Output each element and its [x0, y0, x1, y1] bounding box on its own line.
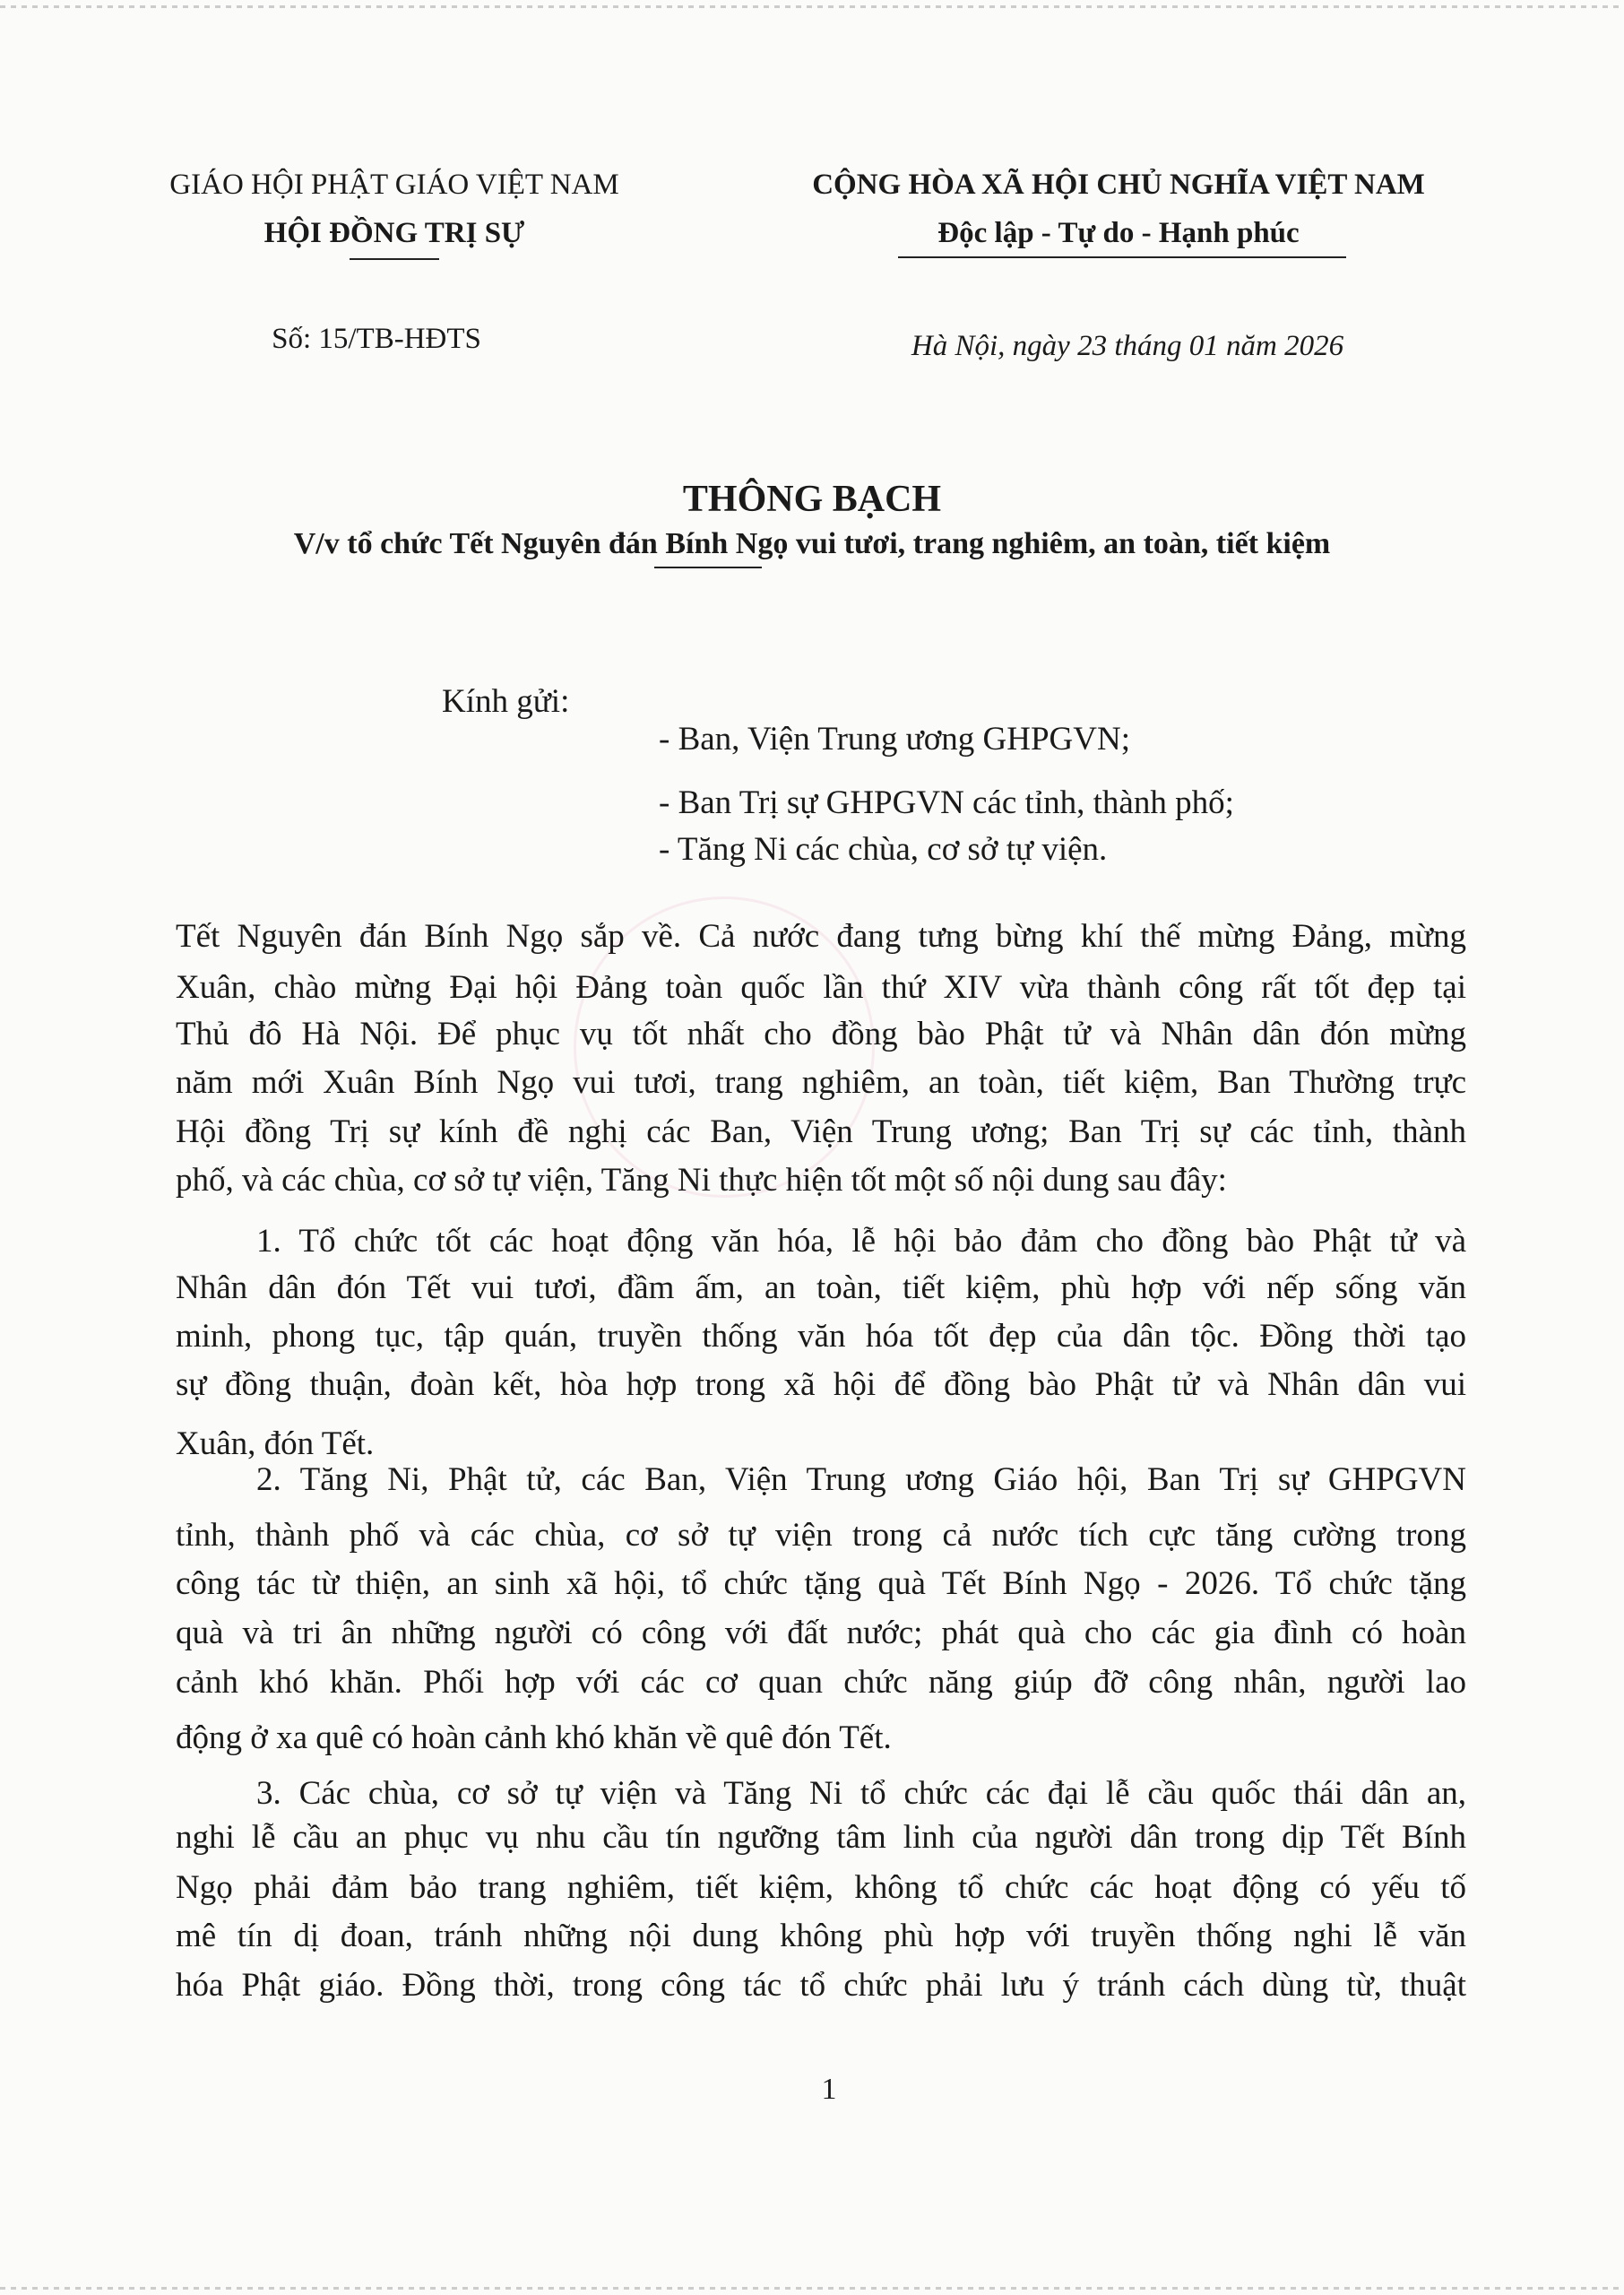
body-line: 2. Tăng Ni, Phật tử, các Ban, Viện Trung ương Giáo hội, Ban Trị sự GHPGVN: [256, 1461, 1466, 1498]
recipient-item: - Ban Trị sự GHPGVN các tỉnh, thành phố;: [659, 784, 1234, 821]
page-number: 1: [821, 2073, 837, 2106]
council-name: HỘI ĐỒNG TRỊ SỰ: [263, 217, 525, 249]
body-line: động ở xa quê có hoàn cảnh khó khăn về quê đón Tết.: [176, 1719, 892, 1756]
subject-underline-fragment: [654, 567, 762, 568]
body-line: quà và tri ân những người có công với đất nước; phát quà cho các gia đình có hoàn: [176, 1615, 1466, 1651]
body-line: nghi lễ cầu an phục vụ nhu cầu tín ngưỡng tâm linh của người dân trong dịp Tết Bính: [176, 1819, 1466, 1856]
body-line: hóa Phật giáo. Đồng thời, trong công tác tổ chức phải lưu ý tránh cách dùng từ, thuật: [176, 1967, 1466, 2004]
body-line: Tết Nguyên đán Bính Ngọ sắp về. Cả nước đang tưng bừng khí thế mừng Đảng, mừng: [176, 918, 1466, 955]
body-line: Ngọ phải đảm bảo trang nghiêm, tiết kiệm, không tổ chức các hoạt động có yếu tố: [176, 1869, 1466, 1906]
motto-underline: [898, 256, 1346, 258]
body-line: năm mới Xuân Bính Ngọ vui tươi, trang nghiêm, an toàn, tiết kiệm, Ban Thường trực: [176, 1064, 1466, 1101]
scan-edge-bottom: [0, 2287, 1624, 2290]
document-title: THÔNG BẠCH: [682, 479, 942, 520]
recipient-item: - Tăng Ni các chùa, cơ sở tự viện.: [659, 831, 1108, 868]
body-line: công tác từ thiện, an sinh xã hội, tổ chức tặng quà Tết Bính Ngọ - 2026. Tổ chức tặng: [176, 1565, 1466, 1602]
body-line: phố, và các chùa, cơ sở tự viện, Tăng Ni thực hiện tốt một số nội dung sau đây:: [176, 1162, 1227, 1199]
body-line: Xuân, chào mừng Đại hội Đảng toàn quốc lần thứ XIV vừa thành công rất tốt đẹp tại: [176, 969, 1466, 1006]
body-line: 1. Tổ chức tốt các hoạt động văn hóa, lễ hội bảo đảm cho đồng bào Phật tử và: [256, 1223, 1466, 1260]
body-line: Thủ đô Hà Nội. Để phục vụ tốt nhất cho đồng bào Phật tử và Nhân dân đón mừng: [176, 1016, 1466, 1052]
body-line: Hội đồng Trị sự kính đề nghị các Ban, Viện Trung ương; Ban Trị sự các tỉnh, thành: [176, 1113, 1466, 1150]
body-line: Nhân dân đón Tết vui tươi, đầm ấm, an toàn, tiết kiệm, phù hợp với nếp sống văn: [176, 1269, 1466, 1306]
document-subject: V/v tổ chức Tết Nguyên đán Bính Ngọ vui tươi, trang nghiêm, an toàn, tiết kiệm: [293, 527, 1331, 560]
body-line: Xuân, đón Tết.: [176, 1425, 375, 1462]
org-name: GIÁO HỘI PHẬT GIÁO VIỆT NAM: [169, 169, 619, 201]
place-date: Hà Nội, ngày 23 tháng 01 năm 2026: [911, 330, 1344, 362]
national-title: CỘNG HÒA XÃ HỘI CHỦ NGHĨA VIỆT NAM: [812, 169, 1425, 201]
body-line: cảnh khó khăn. Phối hợp với các cơ quan chức năng giúp đỡ công nhân, người lao: [176, 1664, 1466, 1701]
body-line: sự đồng thuận, đoàn kết, hòa hợp trong xã hội để đồng bào Phật tử và Nhân dân vui: [176, 1366, 1466, 1403]
body-line: 3. Các chùa, cơ sở tự viện và Tăng Ni tổ chức các đại lễ cầu quốc thái dân an,: [256, 1775, 1466, 1812]
body-line: mê tín dị đoan, tránh những nội dung không phù hợp với truyền thống nghi lễ văn: [176, 1918, 1466, 1954]
recipients-label: Kính gửi:: [442, 683, 570, 720]
scan-edge-top: [0, 5, 1624, 8]
body-line: minh, phong tục, tập quán, truyền thống văn hóa tốt đẹp của dân tộc. Đồng thời tạo: [176, 1318, 1466, 1355]
council-underline: [350, 258, 439, 260]
document-number: Số: 15/TB-HĐTS: [272, 323, 481, 355]
recipient-item: - Ban, Viện Trung ương GHPGVN;: [659, 721, 1130, 758]
body-line: tỉnh, thành phố và các chùa, cơ sở tự viện trong cả nước tích cực tăng cường trong: [176, 1517, 1466, 1554]
national-motto: Độc lập - Tự do - Hạnh phúc: [937, 217, 1300, 249]
